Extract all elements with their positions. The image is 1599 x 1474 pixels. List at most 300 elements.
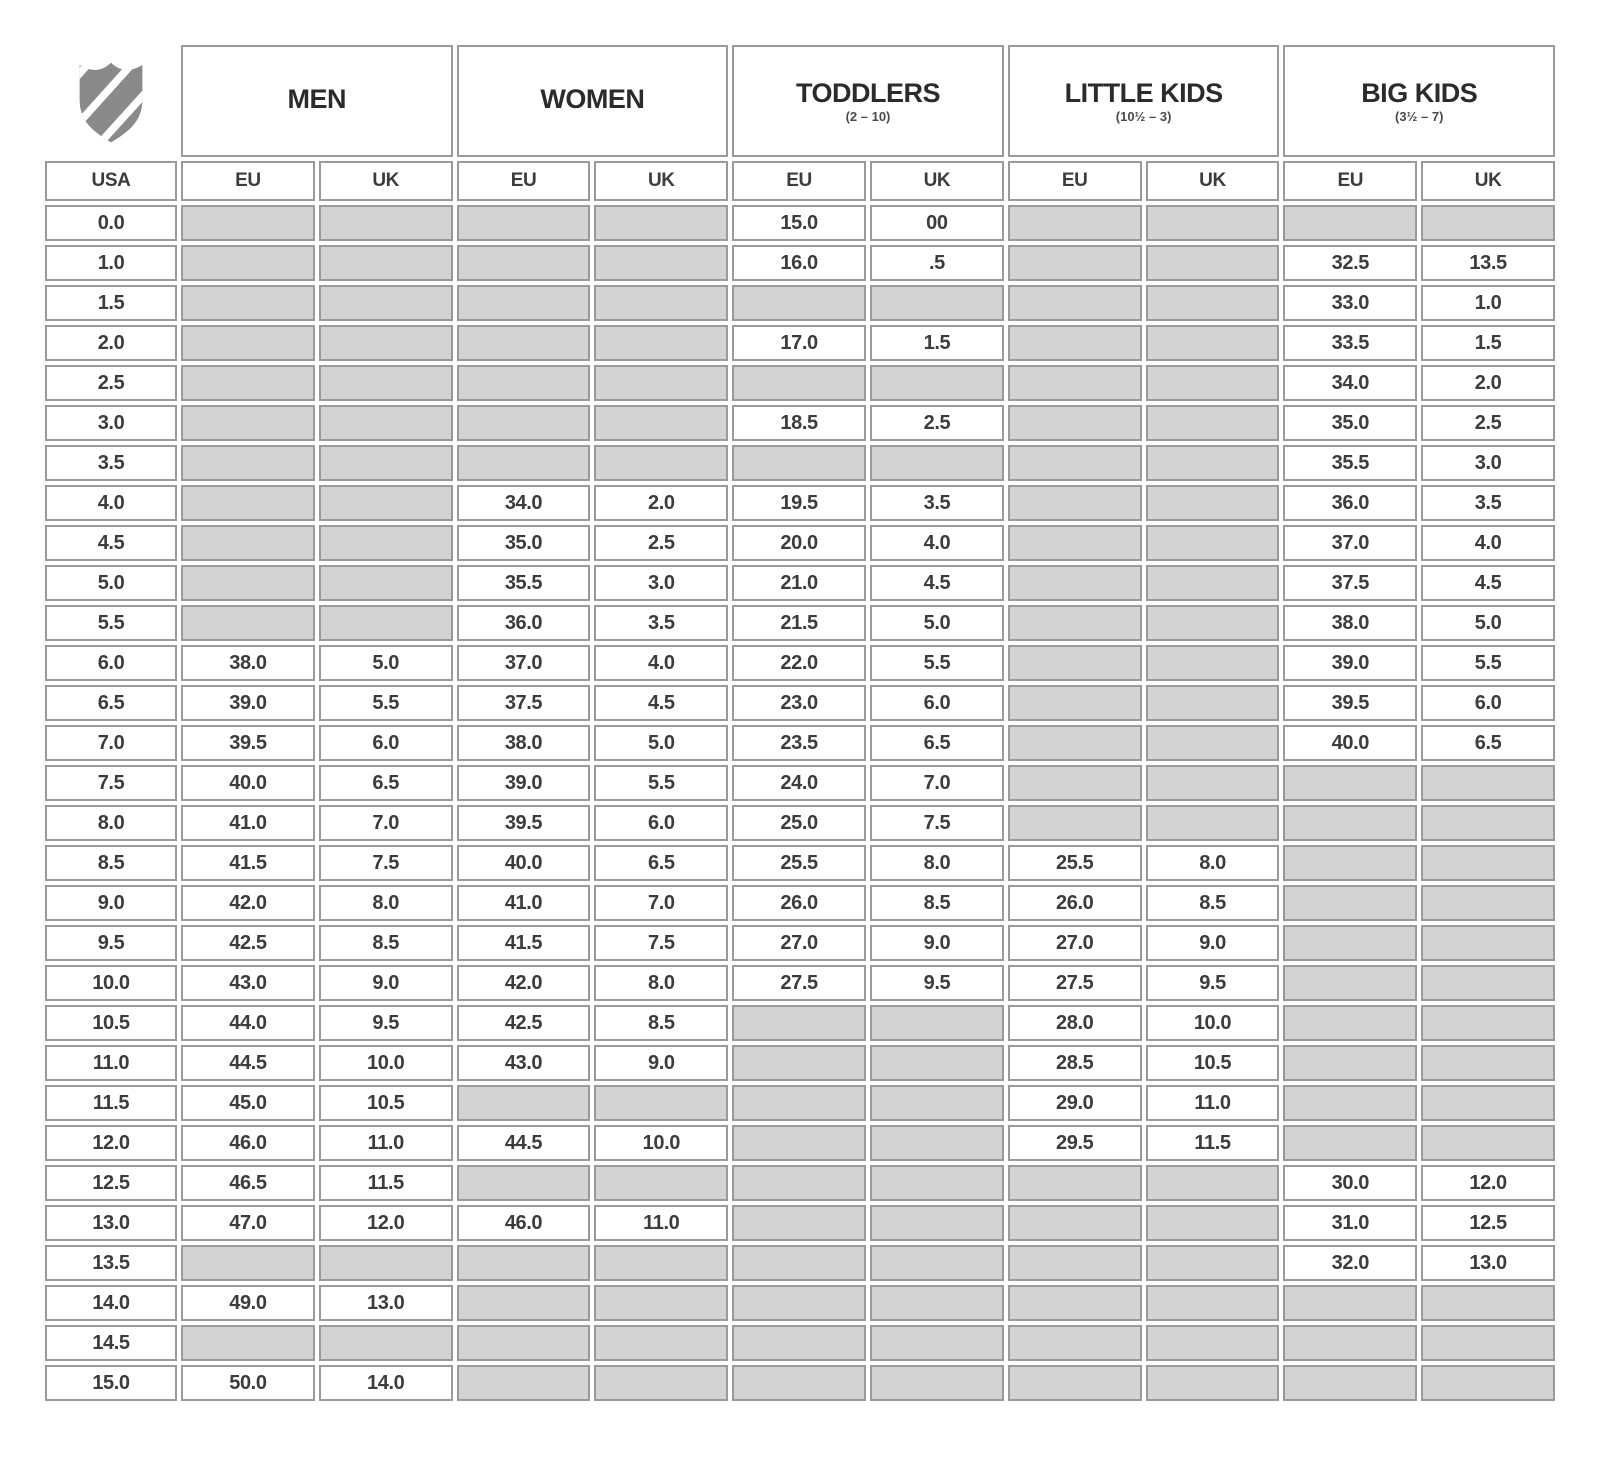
size-cell-big-kids-uk [1421,1085,1555,1121]
size-cell-big-kids-uk [1421,805,1555,841]
size-cell-men-eu [181,445,315,481]
size-cell-toddlers-eu [732,1045,866,1081]
size-cell-men-uk [319,445,453,481]
size-cell-men-eu: 38.0 [181,645,315,681]
size-cell-usa: 14.5 [45,1325,177,1361]
size-cell-toddlers-uk: 8.5 [870,885,1004,921]
size-cell-women-uk [594,1365,728,1401]
size-cell-men-uk [319,325,453,361]
size-cell-women-uk [594,405,728,441]
size-cell-toddlers-uk: 9.5 [870,965,1004,1001]
size-cell-usa: 1.0 [45,245,177,281]
size-cell-usa: 0.0 [45,205,177,241]
size-cell-toddlers-eu [732,1245,866,1281]
group-label: BIG KIDS [1361,77,1478,108]
size-cell-women-eu [457,1165,591,1201]
size-cell-big-kids-eu [1283,845,1417,881]
size-cell-men-eu [181,205,315,241]
size-cell-little-kids-uk: 9.5 [1146,965,1280,1001]
column-header-little-kids-eu: EU [1008,161,1142,201]
size-cell-usa: 9.5 [45,925,177,961]
size-cell-little-kids-uk [1146,285,1280,321]
size-cell-big-kids-eu [1283,1365,1417,1401]
size-cell-toddlers-eu: 25.0 [732,805,866,841]
size-cell-men-eu [181,1245,315,1281]
size-cell-men-uk: 10.0 [319,1045,453,1081]
size-cell-little-kids-eu: 26.0 [1008,885,1142,921]
size-cell-big-kids-uk: 6.5 [1421,725,1555,761]
size-cell-little-kids-eu [1008,1205,1142,1241]
size-conversion-table [45,45,1555,1401]
size-cell-women-uk: 5.5 [594,765,728,801]
size-cell-women-uk: 2.0 [594,485,728,521]
size-cell-toddlers-eu: 21.0 [732,565,866,601]
size-cell-toddlers-uk [870,1365,1004,1401]
column-header-usa: USA [45,161,177,201]
size-cell-big-kids-eu: 33.0 [1283,285,1417,321]
size-cell-little-kids-uk [1146,445,1280,481]
size-cell-toddlers-uk [870,1285,1004,1321]
size-cell-little-kids-uk: 8.5 [1146,885,1280,921]
size-cell-big-kids-uk [1421,1005,1555,1041]
size-cell-usa: 11.5 [45,1085,177,1121]
size-cell-toddlers-uk: 8.0 [870,845,1004,881]
size-cell-men-eu: 42.5 [181,925,315,961]
size-cell-toddlers-uk [870,1125,1004,1161]
group-label: LITTLE KIDS [1064,77,1223,108]
size-cell-women-eu [457,245,591,281]
size-cell-toddlers-uk: 9.0 [870,925,1004,961]
size-cell-little-kids-eu [1008,1245,1142,1281]
size-cell-men-eu [181,1325,315,1361]
size-cell-toddlers-eu [732,445,866,481]
size-cell-usa: 13.5 [45,1245,177,1281]
size-cell-big-kids-eu: 35.0 [1283,405,1417,441]
size-cell-little-kids-eu: 28.0 [1008,1005,1142,1041]
column-header-toddlers-eu: EU [732,161,866,201]
size-cell-men-uk: 10.5 [319,1085,453,1121]
size-cell-little-kids-eu [1008,645,1142,681]
size-cell-men-eu [181,245,315,281]
size-cell-usa: 2.5 [45,365,177,401]
column-header-toddlers-uk: UK [870,161,1004,201]
size-cell-toddlers-uk: 7.5 [870,805,1004,841]
size-cell-usa: 4.0 [45,485,177,521]
size-cell-men-uk [319,1245,453,1281]
size-cell-big-kids-uk [1421,205,1555,241]
size-cell-little-kids-uk [1146,565,1280,601]
size-cell-toddlers-eu [732,1285,866,1321]
size-cell-women-eu [457,1285,591,1321]
size-cell-usa: 1.5 [45,285,177,321]
size-cell-women-eu [457,1085,591,1121]
size-cell-men-eu: 39.5 [181,725,315,761]
size-cell-toddlers-eu [732,285,866,321]
size-cell-women-eu: 40.0 [457,845,591,881]
size-cell-big-kids-uk [1421,845,1555,881]
size-cell-little-kids-eu [1008,445,1142,481]
size-cell-big-kids-eu [1283,925,1417,961]
group-label: TODDLERS [795,77,940,108]
size-cell-little-kids-eu [1008,245,1142,281]
size-cell-big-kids-eu: 40.0 [1283,725,1417,761]
size-cell-little-kids-uk [1146,685,1280,721]
size-cell-little-kids-uk [1146,1325,1280,1361]
size-cell-usa: 9.0 [45,885,177,921]
column-header-men-uk: UK [319,161,453,201]
size-cell-big-kids-uk [1421,1045,1555,1081]
size-cell-toddlers-eu: 16.0 [732,245,866,281]
size-cell-big-kids-uk: 4.0 [1421,525,1555,561]
size-cell-men-uk [319,205,453,241]
size-cell-men-uk [319,485,453,521]
size-cell-toddlers-eu: 17.0 [732,325,866,361]
size-cell-big-kids-eu [1283,1125,1417,1161]
size-cell-usa: 5.5 [45,605,177,641]
size-cell-men-uk [319,565,453,601]
size-cell-toddlers-eu: 23.5 [732,725,866,761]
size-cell-men-eu [181,525,315,561]
size-cell-women-eu: 44.5 [457,1125,591,1161]
size-cell-big-kids-eu: 33.5 [1283,325,1417,361]
size-cell-big-kids-uk [1421,885,1555,921]
size-cell-big-kids-uk: 2.5 [1421,405,1555,441]
group-label: MEN [287,84,347,115]
size-cell-toddlers-uk: 00 [870,205,1004,241]
size-cell-men-eu [181,405,315,441]
size-cell-toddlers-eu: 15.0 [732,205,866,241]
size-cell-usa: 3.0 [45,405,177,441]
size-cell-toddlers-eu [732,1205,866,1241]
size-cell-big-kids-eu: 31.0 [1283,1205,1417,1241]
size-cell-little-kids-eu: 27.0 [1008,925,1142,961]
size-cell-women-uk [594,285,728,321]
size-cell-big-kids-eu [1283,205,1417,241]
size-cell-men-eu: 41.0 [181,805,315,841]
size-cell-toddlers-uk [870,1205,1004,1241]
size-cell-men-uk [319,405,453,441]
size-cell-men-uk [319,285,453,321]
size-cell-women-eu: 34.0 [457,485,591,521]
size-cell-toddlers-uk [870,1005,1004,1041]
size-cell-little-kids-uk [1146,645,1280,681]
size-cell-toddlers-uk: 5.5 [870,645,1004,681]
size-cell-usa: 10.0 [45,965,177,1001]
size-cell-little-kids-eu [1008,1365,1142,1401]
size-cell-women-eu [457,1325,591,1361]
size-cell-women-uk [594,205,728,241]
size-cell-little-kids-eu [1008,605,1142,641]
size-cell-big-kids-uk: 5.0 [1421,605,1555,641]
size-cell-toddlers-eu [732,1165,866,1201]
size-cell-women-eu: 39.5 [457,805,591,841]
group-header-women [457,45,729,157]
size-cell-men-eu: 45.0 [181,1085,315,1121]
size-cell-women-uk: 7.0 [594,885,728,921]
size-cell-little-kids-eu [1008,685,1142,721]
size-cell-toddlers-eu: 25.5 [732,845,866,881]
size-cell-men-eu [181,485,315,521]
size-cell-women-eu: 35.5 [457,565,591,601]
size-cell-little-kids-eu [1008,405,1142,441]
column-header-women-eu: EU [457,161,591,201]
size-cell-little-kids-uk [1146,1365,1280,1401]
size-cell-women-eu: 42.5 [457,1005,591,1041]
size-cell-men-uk [319,605,453,641]
size-cell-big-kids-eu: 39.0 [1283,645,1417,681]
size-cell-women-uk: 8.5 [594,1005,728,1041]
size-cell-toddlers-eu: 27.0 [732,925,866,961]
size-cell-men-eu: 39.0 [181,685,315,721]
size-cell-women-uk: 4.5 [594,685,728,721]
size-cell-little-kids-uk: 10.0 [1146,1005,1280,1041]
size-cell-usa: 2.0 [45,325,177,361]
size-cell-big-kids-uk: 3.0 [1421,445,1555,481]
size-cell-men-uk: 8.5 [319,925,453,961]
size-cell-toddlers-uk: 2.5 [870,405,1004,441]
size-cell-usa: 7.5 [45,765,177,801]
size-cell-usa: 4.5 [45,525,177,561]
size-cell-men-uk: 6.0 [319,725,453,761]
size-cell-women-eu: 37.0 [457,645,591,681]
size-cell-men-eu: 43.0 [181,965,315,1001]
size-cell-toddlers-uk: 6.5 [870,725,1004,761]
size-cell-big-kids-uk: 3.5 [1421,485,1555,521]
column-header-women-uk: UK [594,161,728,201]
group-header-toddlers [732,45,1004,157]
size-cell-women-eu: 46.0 [457,1205,591,1241]
size-cell-women-uk [594,1325,728,1361]
size-cell-men-eu: 46.0 [181,1125,315,1161]
size-cell-toddlers-uk: 7.0 [870,765,1004,801]
size-cell-big-kids-eu [1283,885,1417,921]
size-cell-little-kids-eu: 25.5 [1008,845,1142,881]
size-cell-men-eu: 41.5 [181,845,315,881]
size-cell-big-kids-uk [1421,1125,1555,1161]
size-cell-women-eu: 37.5 [457,685,591,721]
size-cell-big-kids-uk [1421,1285,1555,1321]
size-cell-little-kids-uk [1146,525,1280,561]
size-cell-usa: 8.0 [45,805,177,841]
size-cell-women-eu [457,285,591,321]
size-cell-men-uk: 5.5 [319,685,453,721]
size-cell-usa: 6.0 [45,645,177,681]
size-cell-toddlers-uk: 4.5 [870,565,1004,601]
size-cell-toddlers-eu: 20.0 [732,525,866,561]
size-cell-men-eu [181,285,315,321]
column-header-little-kids-uk: UK [1146,161,1280,201]
size-cell-men-eu [181,325,315,361]
group-header-big-kids [1283,45,1555,157]
size-cell-toddlers-eu: 18.5 [732,405,866,441]
size-cell-little-kids-uk [1146,405,1280,441]
size-cell-toddlers-eu: 24.0 [732,765,866,801]
size-cell-little-kids-uk [1146,765,1280,801]
size-cell-usa: 3.5 [45,445,177,481]
size-cell-toddlers-eu [732,365,866,401]
size-cell-big-kids-eu [1283,765,1417,801]
size-cell-big-kids-eu [1283,965,1417,1001]
size-cell-men-eu: 44.0 [181,1005,315,1041]
size-cell-women-uk: 6.0 [594,805,728,841]
size-cell-women-uk: 4.0 [594,645,728,681]
size-cell-little-kids-uk: 11.5 [1146,1125,1280,1161]
size-cell-toddlers-uk: 1.5 [870,325,1004,361]
size-cell-women-eu: 43.0 [457,1045,591,1081]
size-cell-men-eu: 42.0 [181,885,315,921]
size-cell-men-uk: 11.5 [319,1165,453,1201]
size-cell-little-kids-eu [1008,1285,1142,1321]
size-cell-men-uk: 7.5 [319,845,453,881]
size-cell-toddlers-eu: 22.0 [732,645,866,681]
size-cell-little-kids-uk: 10.5 [1146,1045,1280,1081]
size-cell-women-eu [457,325,591,361]
size-cell-little-kids-eu: 29.5 [1008,1125,1142,1161]
size-cell-big-kids-uk: 4.5 [1421,565,1555,601]
size-cell-toddlers-eu: 23.0 [732,685,866,721]
size-cell-women-eu: 42.0 [457,965,591,1001]
size-cell-little-kids-uk [1146,245,1280,281]
size-cell-toddlers-eu [732,1365,866,1401]
size-cell-women-eu: 41.0 [457,885,591,921]
size-cell-big-kids-eu [1283,1005,1417,1041]
size-cell-little-kids-uk [1146,205,1280,241]
size-cell-women-uk [594,1245,728,1281]
size-cell-big-kids-uk: 13.0 [1421,1245,1555,1281]
size-cell-women-uk [594,1285,728,1321]
size-cell-men-uk: 11.0 [319,1125,453,1161]
size-cell-little-kids-eu [1008,485,1142,521]
size-cell-women-uk: 2.5 [594,525,728,561]
size-cell-toddlers-uk [870,1045,1004,1081]
size-cell-women-uk: 10.0 [594,1125,728,1161]
size-cell-usa: 14.0 [45,1285,177,1321]
size-cell-little-kids-eu [1008,325,1142,361]
size-cell-men-uk: 12.0 [319,1205,453,1241]
size-cell-toddlers-uk: 4.0 [870,525,1004,561]
size-cell-little-kids-uk: 8.0 [1146,845,1280,881]
size-cell-big-kids-uk: 6.0 [1421,685,1555,721]
size-cell-men-eu [181,605,315,641]
size-cell-big-kids-uk [1421,765,1555,801]
size-cell-men-eu: 46.5 [181,1165,315,1201]
size-cell-men-uk [319,245,453,281]
size-cell-little-kids-eu [1008,205,1142,241]
size-cell-men-uk: 8.0 [319,885,453,921]
size-cell-toddlers-uk [870,1245,1004,1281]
size-cell-big-kids-eu: 36.0 [1283,485,1417,521]
size-cell-usa: 10.5 [45,1005,177,1041]
size-cell-usa: 7.0 [45,725,177,761]
size-cell-toddlers-eu: 26.0 [732,885,866,921]
size-cell-men-uk: 6.5 [319,765,453,801]
kswiss-logo-cell [45,45,177,157]
size-cell-little-kids-eu [1008,1165,1142,1201]
size-cell-big-kids-eu: 37.5 [1283,565,1417,601]
size-cell-toddlers-uk [870,365,1004,401]
size-cell-usa: 13.0 [45,1205,177,1241]
size-cell-little-kids-uk [1146,1285,1280,1321]
size-cell-usa: 12.5 [45,1165,177,1201]
size-cell-toddlers-uk: 5.0 [870,605,1004,641]
column-header-big-kids-uk: UK [1421,161,1555,201]
size-cell-little-kids-uk [1146,1205,1280,1241]
size-cell-toddlers-uk: 3.5 [870,485,1004,521]
size-cell-big-kids-uk: 1.0 [1421,285,1555,321]
column-header-men-eu: EU [181,161,315,201]
size-cell-women-uk: 3.5 [594,605,728,641]
size-cell-little-kids-eu [1008,565,1142,601]
size-cell-big-kids-eu: 30.0 [1283,1165,1417,1201]
size-cell-men-eu: 47.0 [181,1205,315,1241]
size-cell-little-kids-uk [1146,725,1280,761]
size-cell-women-eu: 39.0 [457,765,591,801]
size-cell-usa: 12.0 [45,1125,177,1161]
size-cell-women-eu [457,1365,591,1401]
size-cell-big-kids-eu: 34.0 [1283,365,1417,401]
size-cell-big-kids-uk [1421,1325,1555,1361]
size-cell-women-uk: 9.0 [594,1045,728,1081]
size-cell-little-kids-uk [1146,1165,1280,1201]
size-cell-big-kids-eu: 32.5 [1283,245,1417,281]
size-cell-little-kids-uk [1146,365,1280,401]
size-cell-little-kids-eu [1008,765,1142,801]
size-cell-little-kids-eu [1008,365,1142,401]
size-cell-big-kids-eu: 35.5 [1283,445,1417,481]
size-cell-men-uk: 13.0 [319,1285,453,1321]
size-cell-men-eu: 49.0 [181,1285,315,1321]
size-cell-women-eu: 35.0 [457,525,591,561]
size-cell-men-eu: 44.5 [181,1045,315,1081]
size-cell-men-eu: 40.0 [181,765,315,801]
kswiss-shield-icon [65,55,157,147]
size-cell-men-uk: 9.0 [319,965,453,1001]
size-cell-little-kids-uk: 9.0 [1146,925,1280,961]
size-cell-women-uk: 6.5 [594,845,728,881]
size-cell-little-kids-eu: 28.5 [1008,1045,1142,1081]
size-cell-toddlers-uk: .5 [870,245,1004,281]
size-cell-women-uk: 7.5 [594,925,728,961]
size-cell-women-eu [457,1245,591,1281]
size-cell-women-uk: 3.0 [594,565,728,601]
size-cell-men-uk: 14.0 [319,1365,453,1401]
size-cell-toddlers-eu [732,1005,866,1041]
size-cell-usa: 8.5 [45,845,177,881]
size-cell-big-kids-uk: 2.0 [1421,365,1555,401]
size-cell-toddlers-eu [732,1085,866,1121]
size-cell-little-kids-uk [1146,1245,1280,1281]
size-cell-women-uk [594,445,728,481]
size-cell-big-kids-uk [1421,1365,1555,1401]
size-cell-big-kids-eu: 38.0 [1283,605,1417,641]
size-cell-toddlers-eu: 21.5 [732,605,866,641]
size-cell-big-kids-eu: 37.0 [1283,525,1417,561]
size-cell-little-kids-uk: 11.0 [1146,1085,1280,1121]
size-cell-men-eu [181,565,315,601]
size-cell-men-uk [319,1325,453,1361]
size-cell-toddlers-eu: 19.5 [732,485,866,521]
size-cell-little-kids-uk [1146,325,1280,361]
size-cell-big-kids-uk [1421,925,1555,961]
size-cell-usa: 11.0 [45,1045,177,1081]
size-cell-women-eu: 41.5 [457,925,591,961]
size-cell-little-kids-eu [1008,805,1142,841]
size-cell-big-kids-uk: 12.5 [1421,1205,1555,1241]
size-cell-usa: 15.0 [45,1365,177,1401]
size-cell-little-kids-eu [1008,285,1142,321]
size-cell-women-uk [594,365,728,401]
size-cell-toddlers-eu [732,1125,866,1161]
